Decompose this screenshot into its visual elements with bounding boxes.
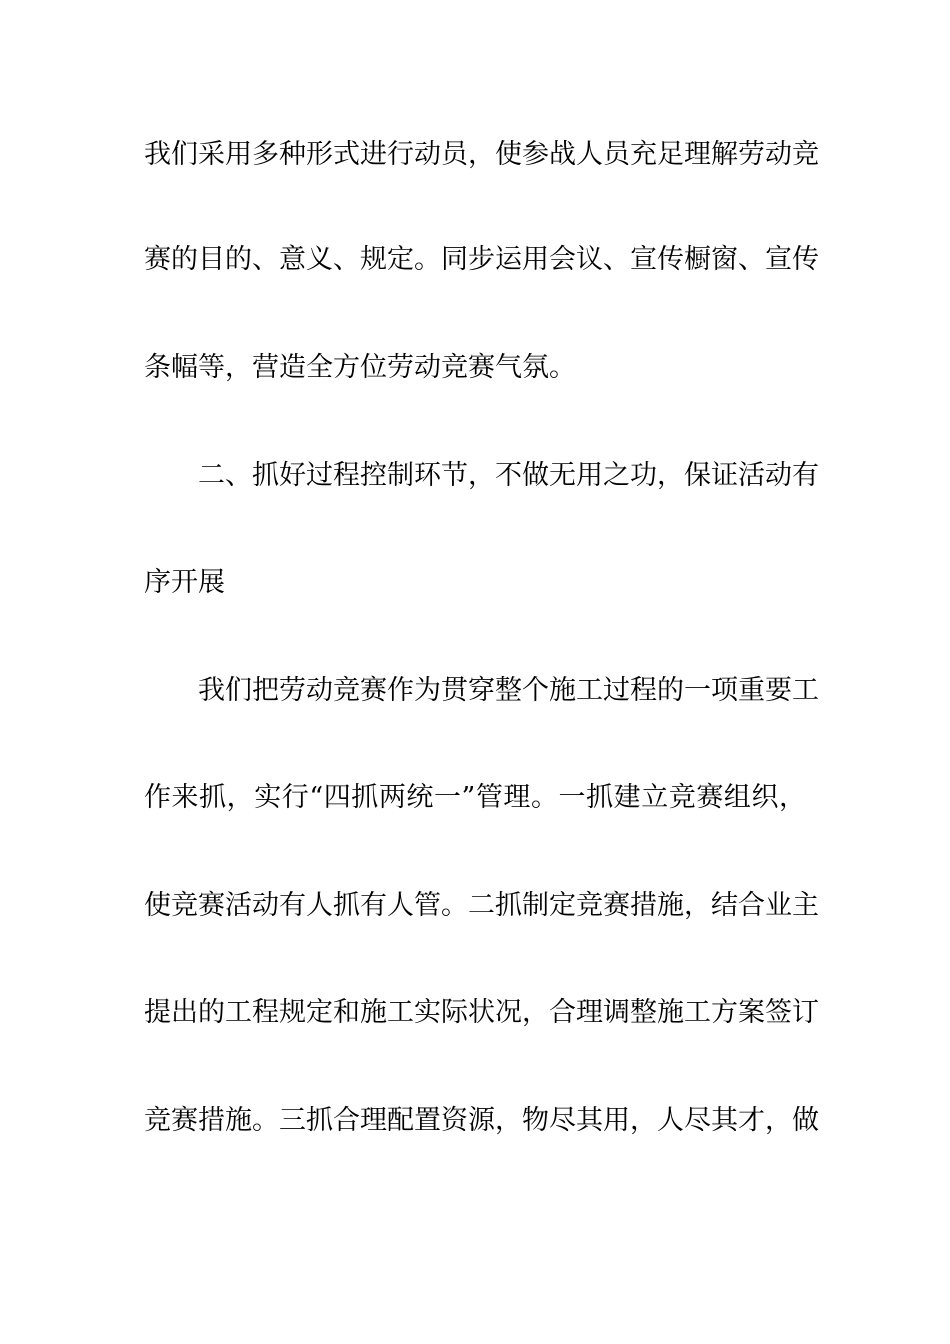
paragraph-line: 使竞赛活动有人抓有人管。二抓制定竞赛措施，结合业主 bbox=[144, 890, 819, 921]
paragraph-line: 我们把劳动竞赛作为贯穿整个施工过程的一项重要工 bbox=[198, 675, 819, 706]
paragraph-line: 作来抓，实行“四抓两统一”管理。一抓建立竞赛组织， bbox=[144, 782, 806, 813]
paragraph-line: 提出的工程规定和施工实际状况，合理调整施工方案签订 bbox=[144, 997, 819, 1028]
paragraph-line: 条幅等，营造全方位劳动竞赛气氛。 bbox=[144, 352, 576, 383]
paragraph-line: 赛的目的、意义、规定。同步运用会议、宣传橱窗、宣传 bbox=[144, 244, 819, 275]
section-heading-line: 序开展 bbox=[144, 567, 225, 598]
paragraph-line: 竞赛措施。三抓合理配置资源，物尽其用，人尽其才，做 bbox=[144, 1105, 819, 1136]
section-heading-line: 二、抓好过程控制环节，不做无用之功，保证活动有 bbox=[198, 460, 819, 491]
paragraph-line: 我们采用多种形式进行动员，使参战人员充足理解劳动竞 bbox=[144, 139, 819, 170]
